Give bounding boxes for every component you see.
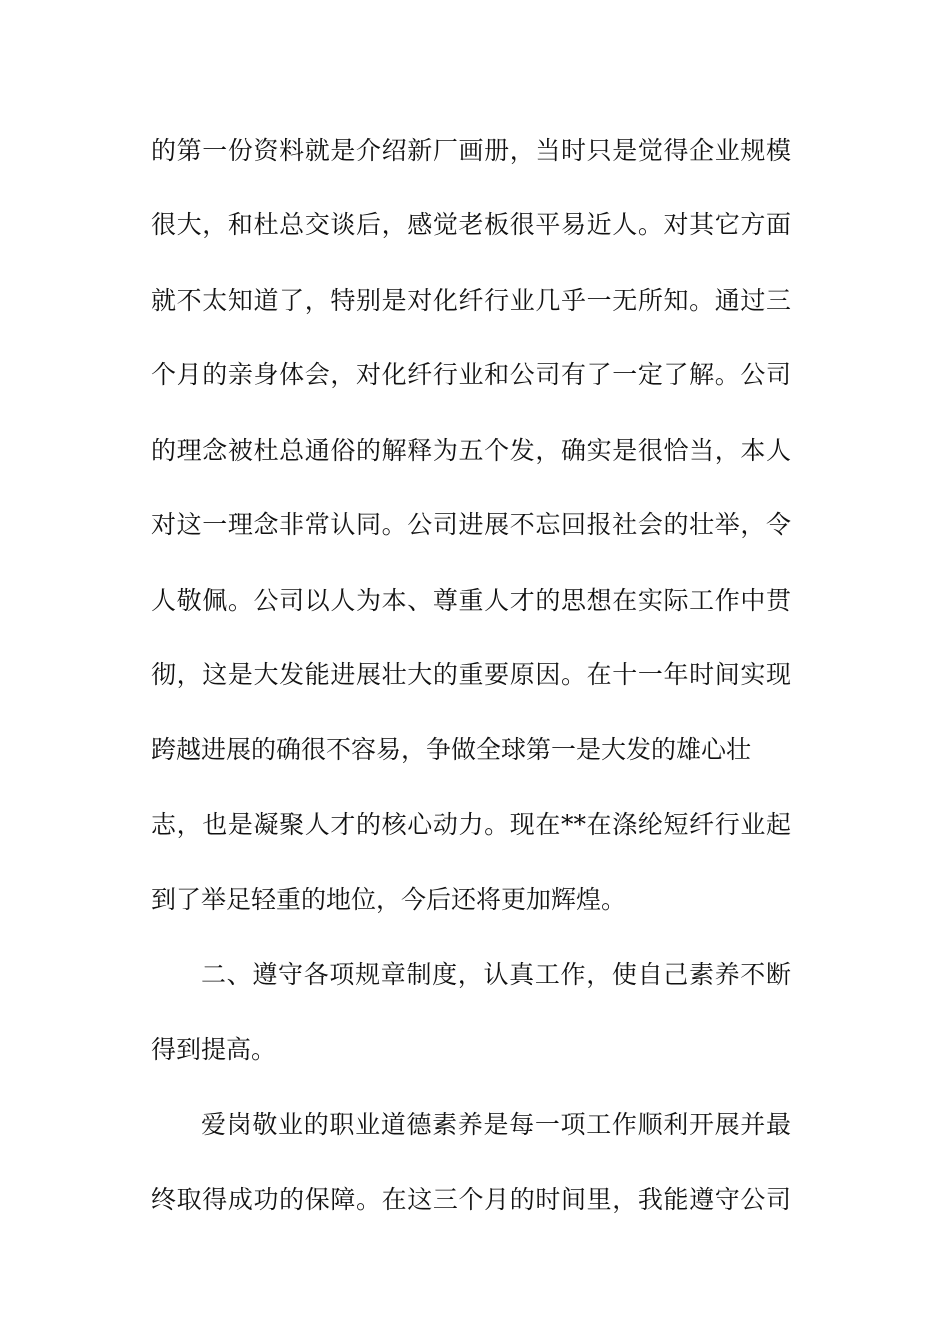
paragraph-first-line: 爱岗敬业的职业道德素养是每一项工作顺利开展并最 <box>201 1110 791 1139</box>
text-line: 人敬佩。公司以人为本、尊重人才的思想在实际工作中贯 <box>151 586 791 615</box>
text-line: 到了举足轻重的地位，今后还将更加辉煌。 <box>151 885 627 914</box>
text-line: 终取得成功的保障。在这三个月的时间里，我能遵守公司 <box>151 1185 791 1214</box>
section-heading-line: 二、遵守各项规章制度，认真工作，使自己素养不断 <box>201 960 791 989</box>
text-line: 很大，和杜总交谈后，感觉老板很平易近人。对其它方面 <box>151 210 791 239</box>
text-line: 的第一份资料就是介绍新厂画册，当时只是觉得企业规模 <box>151 136 791 165</box>
text-line: 个月的亲身体会，对化纤行业和公司有了一定了解。公司 <box>151 360 791 389</box>
text-line: 跨越进展的确很不容易，争做全球第一是大发的雄心壮 <box>151 735 752 764</box>
text-line: 就不太知道了，特别是对化纤行业几乎一无所知。通过三 <box>151 286 791 315</box>
text-line: 彻，这是大发能进展壮大的重要原因。在十一年时间实现 <box>151 660 791 689</box>
text-line: 志，也是凝聚人才的核心动力。现在**在涤纶短纤行业起 <box>151 810 791 839</box>
text-line: 的理念被杜总通俗的解释为五个发，确实是很恰当，本人 <box>151 436 791 465</box>
text-line: 对这一理念非常认同。公司进展不忘回报社会的壮举，令 <box>151 510 791 539</box>
section-heading-line: 得到提高。 <box>151 1035 277 1064</box>
